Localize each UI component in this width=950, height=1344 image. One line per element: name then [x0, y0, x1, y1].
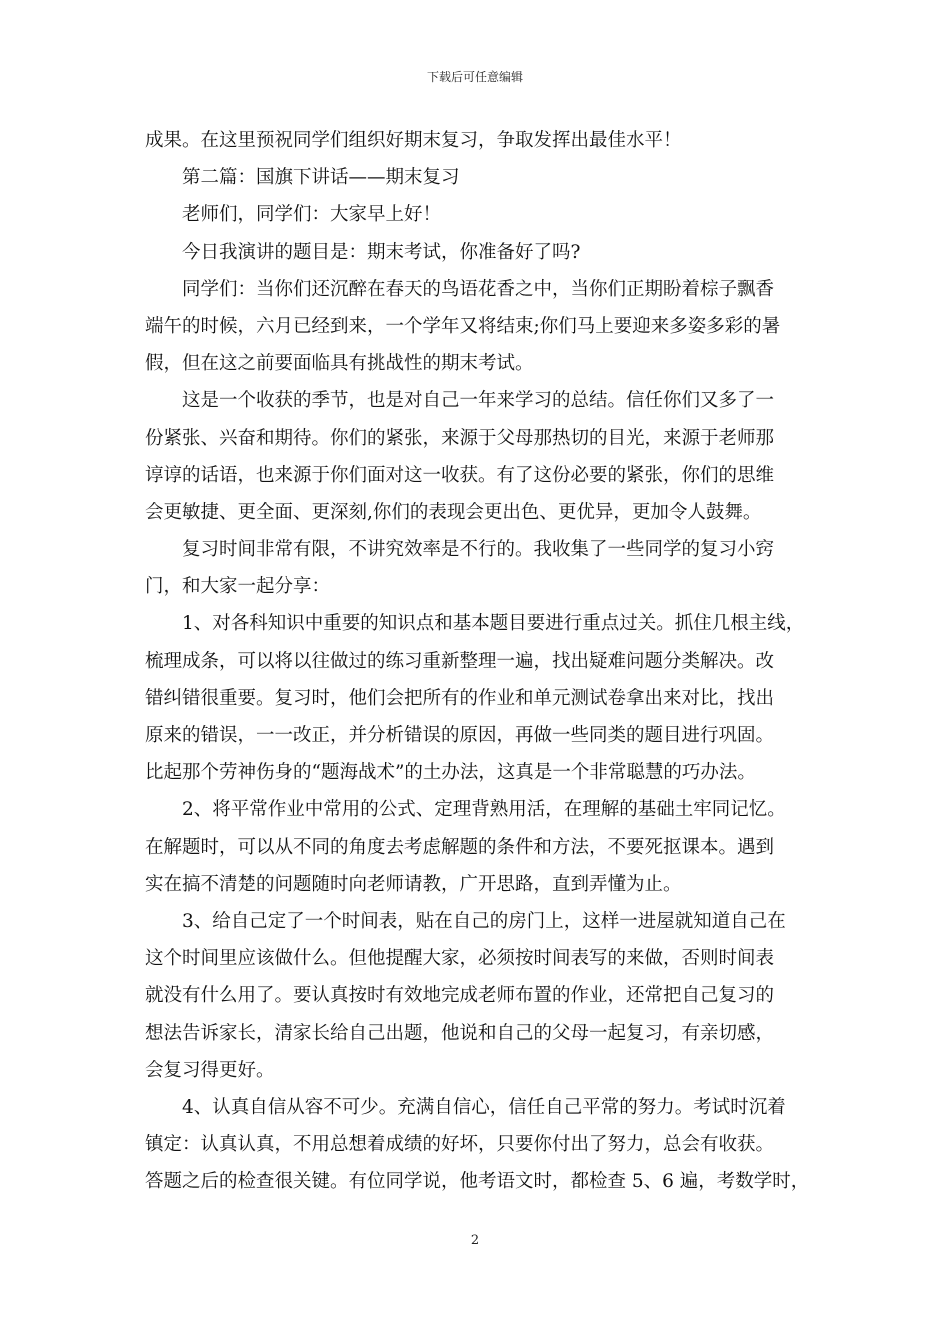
document-body	[145, 122, 815, 1200]
text-line: 镇定：认真认真，不用总想着成绩的好坏，只要你付出了努力，总会有收获。	[145, 1134, 775, 1156]
text-line: 实在搞不清楚的问题随时向老师请教，广开思路，直到弄懂为止。	[145, 873, 682, 895]
page-number: 2	[470, 1233, 480, 1248]
text-line: 就没有什么用了。要认真按时有效地完成老师布置的作业，还常把自己复习的	[145, 985, 775, 1007]
text-line: 成果。在这里预祝同学们组织好期末复习，争取发挥出最佳水平！	[145, 130, 682, 151]
text-line: 会复习得更好。	[145, 1059, 275, 1081]
text-line: 门，和大家一起分享：	[145, 576, 331, 598]
text-line: 复习时间非常有限，不讲究效率是不行的。我收集了一些同学的复习小窍	[182, 539, 775, 561]
text-line: 错纠错很重要。复习时，他们会把所有的作业和单元测试卷拿出来对比，找出	[145, 687, 775, 709]
text-line: 原来的错误，一一改正，并分析错误的原因，再做一些同类的题目进行巩固。	[145, 725, 775, 746]
text-line: 同学们：当你们还沉醉在春天的鸟语花香之中，当你们正期盼着棕子飘香	[182, 278, 775, 300]
text-line: 今日我演讲的题目是：期末考试，你准备好了吗?	[182, 241, 581, 263]
page-header-note: 下载后可任意编辑	[426, 70, 523, 84]
text-line: 谆谆的话语，也来源于你们面对这一收获。有了这份必要的紧张，你们的思维	[145, 464, 775, 486]
text-line: 答题之后的检查很关键。有位同学说，他考语文时，都检查 5、6 遍，考数学时，	[145, 1171, 810, 1193]
text-line: 份紧张、兴奋和期待。你们的紧张，来源于父母那热切的目光，来源于老师那	[145, 427, 775, 449]
text-line: 假，但在这之前要面临具有挑战性的期末考试。	[145, 353, 534, 375]
text-line: 梳理成条，可以将以往做过的练习重新整理一遍，找出疑难问题分类解决。改	[145, 650, 775, 672]
text-line: 这个时间里应该做什么。但他提醒大家，必须按时间表写的来做，否则时间表	[145, 948, 775, 970]
text-line: 端午的时候，六月已经到来，一个学年又将结束;你们马上要迎来多姿多彩的暑	[145, 315, 781, 337]
text-line: 4、认真自信从容不可少。充满自信心，信任自己平常的努力。考试时沉着	[182, 1096, 786, 1118]
text-line: 这是一个收获的季节，也是对自己一年来学习的总结。信任你们又多了一	[182, 390, 775, 412]
text-line: 想法告诉家长，清家长给自己出题，他说和自己的父母一起复习，有亲切感，	[145, 1022, 775, 1044]
text-line: 3、给自己定了一个时间表，贴在自己的房门上，这样一进屋就知道自己在	[182, 910, 786, 932]
text-line: 1、对各科知识中重要的知识点和基本题目要进行重点过关。抓住几根主线，	[182, 613, 805, 635]
text-line: 会更敏捷、更全面、更深刻,你们的表现会更出色、更优异，更加令人鼓舞。	[145, 501, 762, 523]
text-line: 在解题时，可以从不同的角度去考虑解题的条件和方法，不要死抠课本。遇到	[145, 836, 775, 858]
text-line: 第二篇：国旗下讲话——期末复习	[182, 167, 460, 189]
text-line: 老师们，同学们：大家早上好！	[182, 204, 442, 226]
text-line: 比起那个劳神伤身的“题海战术”的土办法，这真是一个非常聪慧的巧办法。	[145, 762, 756, 784]
text-line: 2、将平常作业中常用的公式、定理背熟用活，在理解的基础土牢同记忆。	[182, 799, 786, 821]
